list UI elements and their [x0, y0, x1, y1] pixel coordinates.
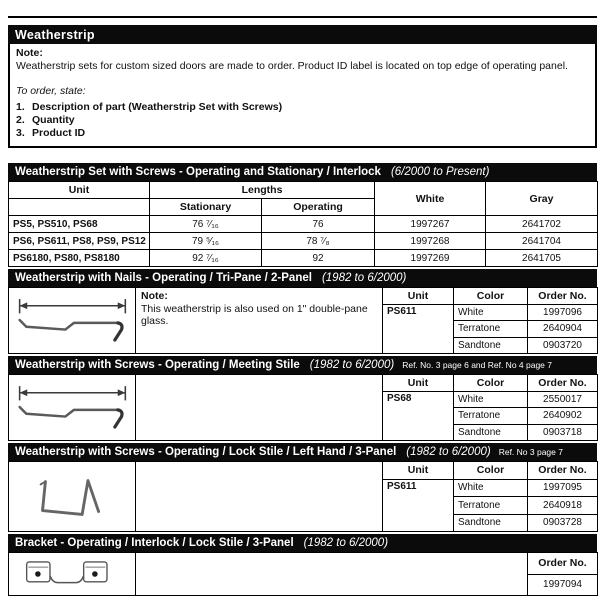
color-cell: White: [454, 479, 528, 497]
section-header-bar: [8, 443, 597, 461]
section-header-bar: [8, 534, 597, 552]
operating-length-cell: 92: [262, 250, 375, 267]
step-text: Quantity: [32, 114, 75, 126]
col-header-gray: Gray: [486, 182, 598, 216]
color-cell: White: [454, 304, 528, 321]
section-lock-stile: [8, 443, 597, 532]
step-number: 3.: [16, 127, 25, 139]
order-no-cell: 0903718: [528, 424, 598, 441]
order-no-cell: 1997094: [528, 574, 598, 596]
note-box: [8, 44, 597, 148]
weatherstrip-profile-diagram: [9, 288, 136, 354]
order-no-cell: 0903720: [528, 337, 598, 354]
empty-cell: [136, 462, 383, 532]
color-cell: Terratone: [454, 497, 528, 515]
order-no-cell: 2640902: [528, 408, 598, 425]
white-order-cell: 1997268: [375, 233, 486, 250]
catalog-page: [0, 16, 600, 616]
meeting-stile-table: [8, 374, 598, 441]
order-step: [16, 114, 589, 127]
section-ref-note: Ref. No. 3 page 6 and Ref. No 4 page 7: [402, 360, 552, 370]
section-date-range: (1982 to 6/2000): [321, 272, 407, 284]
section-bracket: [8, 534, 597, 596]
lock-stile-table: [8, 461, 598, 532]
order-step: [16, 127, 589, 140]
col-header-order: Order No.: [528, 462, 598, 480]
section-note-cell: [136, 288, 383, 354]
col-header-lengths: Lengths: [150, 182, 375, 199]
section-title: Weatherstrip with Screws - Operating / Lock Stile / Left Hand / 3-Panel: [15, 446, 397, 458]
color-cell: Terratone: [454, 408, 528, 425]
unit-cell: PS611: [383, 304, 454, 354]
page-title: Weatherstrip: [15, 27, 95, 42]
operating-length-cell: 78 ⁷⁄₈: [262, 233, 375, 250]
bracket-table: [8, 552, 598, 596]
white-order-cell: 1997267: [375, 216, 486, 233]
stationary-length-cell: 79 ⁵⁄₁₆: [150, 233, 262, 250]
section-date-range: (6/2000 to Present): [390, 166, 490, 178]
color-cell: Sandtone: [454, 514, 528, 532]
unit-cell: PS68: [383, 391, 454, 441]
table-header-row: [9, 288, 598, 305]
channel-profile-icon: [24, 468, 120, 526]
section-header-bar: [8, 356, 597, 374]
unit-cell: PS611: [383, 479, 454, 532]
section-title: Bracket - Operating / Interlock / Lock Stile / 3-Panel: [15, 537, 294, 549]
col-header-order: Order No.: [528, 375, 598, 392]
col-header-unit: Unit: [383, 375, 454, 392]
col-header-unit: Unit: [9, 182, 150, 199]
step-number: 2.: [16, 114, 25, 126]
page-title-bar: [8, 25, 597, 44]
section-header-bar: [8, 163, 597, 181]
col-header-unit: Unit: [383, 462, 454, 480]
section-date-range: (1982 to 6/2000): [303, 537, 389, 549]
col-header-unit: Unit: [383, 288, 454, 305]
set-with-screws-table: [8, 181, 598, 267]
empty-cell: [136, 553, 528, 596]
lock-stile-profile-diagram: [9, 462, 136, 532]
order-no-cell: 2640918: [528, 497, 598, 515]
page-top-rule: [8, 16, 597, 18]
order-no-cell: 0903728: [528, 514, 598, 532]
table-header-row: [9, 182, 598, 199]
section-title: Weatherstrip with Screws - Operating / Meeting Stile: [15, 359, 300, 371]
col-header-color: Color: [454, 462, 528, 480]
stationary-length-cell: 76 ⁷⁄₁₆: [150, 216, 262, 233]
gray-order-cell: 2641704: [486, 233, 598, 250]
section-date-range: (1982 to 6/2000): [309, 359, 395, 371]
step-number: 1.: [16, 101, 25, 113]
order-no-cell: 2640904: [528, 321, 598, 338]
empty-cell: [9, 199, 150, 216]
bracket-diagram: [9, 553, 136, 596]
section-title: Weatherstrip Set with Screws - Operating and Stationary / Interlock: [15, 166, 381, 178]
with-nails-table: [8, 287, 598, 354]
col-header-order: Order No.: [528, 553, 598, 575]
gray-order-cell: 2641702: [486, 216, 598, 233]
section-meeting-stile: [8, 356, 597, 441]
col-header-white: White: [375, 182, 486, 216]
section-ref-note: Ref. No 3 page 7: [498, 447, 563, 457]
section-date-range: (1982 to 6/2000): [406, 446, 491, 458]
section-with-nails: [8, 269, 597, 354]
section-set-with-screws: [8, 163, 597, 267]
note-text: This weatherstrip is also used on 1" double-pane glass.: [141, 302, 368, 327]
table-row: [9, 216, 598, 233]
weatherstrip-profile-diagram: [9, 375, 136, 441]
empty-cell: [136, 375, 383, 441]
white-order-cell: 1997269: [375, 250, 486, 267]
order-no-cell: 2550017: [528, 391, 598, 408]
color-cell: Sandtone: [454, 424, 528, 441]
order-step: [16, 101, 589, 114]
note-text: Weatherstrip sets for custom sized doors are made to order. Product ID label is located on top edge of operating panel.: [16, 60, 568, 72]
order-steps: [16, 101, 589, 140]
unit-cell: PS6180, PS80, PS8180: [9, 250, 150, 267]
color-cell: Sandtone: [454, 337, 528, 354]
order-no-cell: 1997095: [528, 479, 598, 497]
bracket-icon: [14, 555, 130, 593]
weatherstrip-profile-icon: [12, 293, 132, 349]
note-label: Note:: [16, 47, 43, 59]
table-row: [9, 250, 598, 267]
col-header-order: Order No.: [528, 288, 598, 305]
table-header-row: [9, 375, 598, 392]
step-text: Description of part (Weatherstrip Set with Screws): [32, 101, 283, 113]
col-header-stationary: Stationary: [150, 199, 262, 216]
col-header-color: Color: [454, 288, 528, 305]
section-title: Weatherstrip with Nails - Operating / Tri-Pane / 2-Panel: [15, 272, 312, 284]
order-no-cell: 1997096: [528, 304, 598, 321]
table-header-row: [9, 462, 598, 480]
color-cell: White: [454, 391, 528, 408]
note-label: Note:: [141, 290, 168, 302]
table-row: [9, 233, 598, 250]
col-header-operating: Operating: [262, 199, 375, 216]
color-cell: Terratone: [454, 321, 528, 338]
stationary-length-cell: 92 ⁷⁄₁₆: [150, 250, 262, 267]
unit-cell: PS6, PS611, PS8, PS9, PS12: [9, 233, 150, 250]
order-heading: To order, state:: [16, 85, 86, 97]
operating-length-cell: 76: [262, 216, 375, 233]
section-header-bar: [8, 269, 597, 287]
table-header-row: [9, 553, 598, 575]
col-header-color: Color: [454, 375, 528, 392]
gray-order-cell: 2641705: [486, 250, 598, 267]
weatherstrip-profile-icon: [12, 380, 132, 436]
unit-cell: PS5, PS510, PS68: [9, 216, 150, 233]
step-text: Product ID: [32, 127, 86, 139]
